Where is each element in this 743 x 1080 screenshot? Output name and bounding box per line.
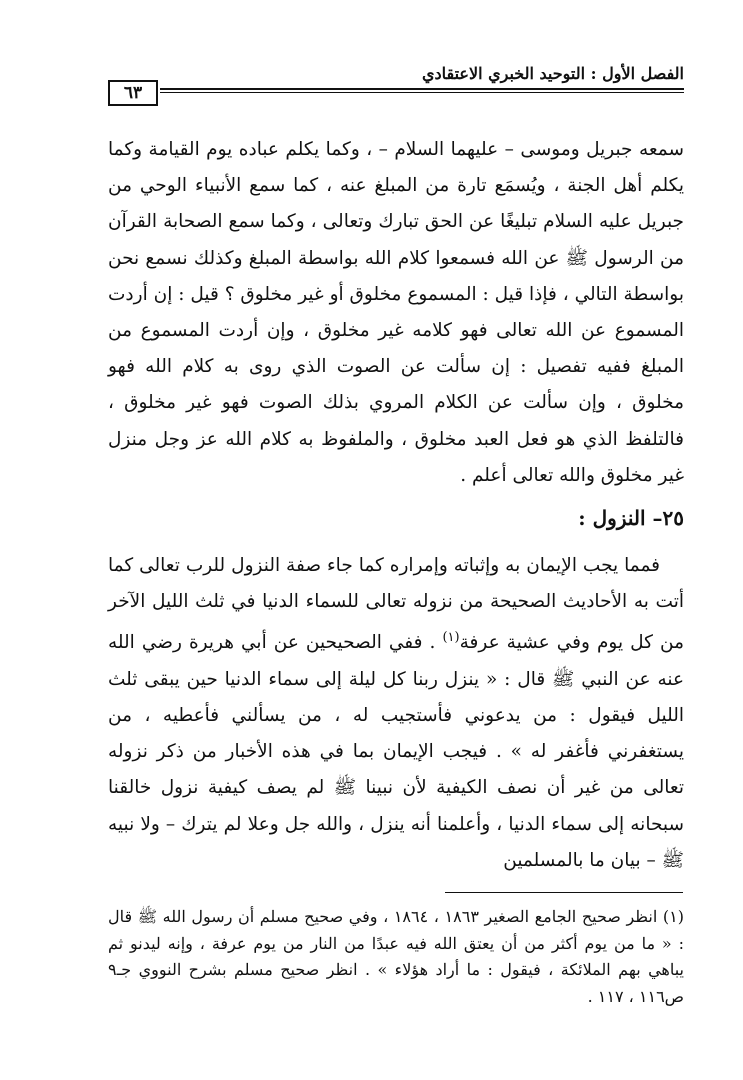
footnote: (١) انظر صحيح الجامع الصغير ١٨٦٣ ، ١٨٦٤ ، وفي صحيح مسلم أن رسول الله ﷺ قال : « ما من يوم أكثر من أن يعتق الله فيه عبدًا من النار من يوم عرفة ، وإنه ليدنو ثم يباهي بهم الملائكة ، فيقول : ما أراد هؤلاء » . انظر صحيح مسلم بشرح النووي جـ٩ ص١١٦ ، ١١٧ . (108, 907, 684, 1006)
header-rule (160, 88, 684, 93)
running-header (108, 62, 684, 103)
paragraph: سمعه جبريل وموسى – عليهما السلام – ، وكما يكلم عباده يوم القيامة وكما يكلم أهل الجنة ، ويُسمَع تارة من المبلغ عنه ، كما سمع الأنبياء الوحي من جبريل عليه السلام تبليغًا عن الحق تبارك وتعالى ، وكما سمع الصحابة القرآن من الرسول ﷺ عن الله فسمعوا كلام الله بواسطة المبلغ وكذلك نسمع نحن بواسطة التالي ، فإذا قيل : المسموع مخلوق أو غير مخلوق ؟ قيل : إن أردت المسموع عن الله تعالى فهو كلامه غير مخلوق ، وإن أردت المسموع من المبلغ ففيه تفصيل : إن سألت عن الصوت الذي روى به كلام الله فهو مخلوق ، وإن سألت عن الكلام المروي بذلك الصوت فهو غير مخلوق ، فالتلفظ الذي هو فعل العبد مخلوق ، والملفوظ به كلام الله عز وجل منزل غير مخلوق والله تعالى أعلم . (108, 139, 684, 486)
running-title: الفصل الأول : التوحيد الخبري الاعتقادي (421, 64, 684, 83)
paragraph-text: . ففي الصحيحين عن أبي هريرة رضي الله عنه عن النبي ﷺ قال : « ينزل ربنا كل ليلة إلى سماء الدنيا حين يبقى ثلث الليل فيقول : من يدعوني فأستجيب له ، من يسألني فأعطيه ، من يستغفرني فأغفر له » . فيجب الإيمان بما في هذه الأخبار من ذكر نزوله تعالى من غير أن نصف الكيفية لأن نبينا ﷺ لم يصف كيفية نزول خالقنا سبحانه إلى سماء الدنيا ، وأعلمنا أنه ينزل ، والله جل وعلا لم يترك – ولا نبيه ﷺ – بيان ما بالمسلمين (108, 632, 684, 871)
section-heading: ٢٥– النزول : (578, 506, 684, 531)
page-number: ٦٣ (108, 80, 158, 106)
footnote-marker[interactable]: (١) (442, 630, 460, 646)
paragraph (108, 548, 684, 879)
footnotes (108, 904, 684, 1010)
paragraph-text: فمما يجب الإيمان به وإثباته وإمراره كما جاء صفة النزول للرب تعالى كما أتت به الأحاديث الصحيحة من نزوله تعالى للسماء الدنيا في ثلث الليل الآخر من كل يوم وفي عشية عرفة (108, 555, 685, 654)
main-text (108, 132, 684, 879)
footnote-separator (445, 892, 683, 893)
